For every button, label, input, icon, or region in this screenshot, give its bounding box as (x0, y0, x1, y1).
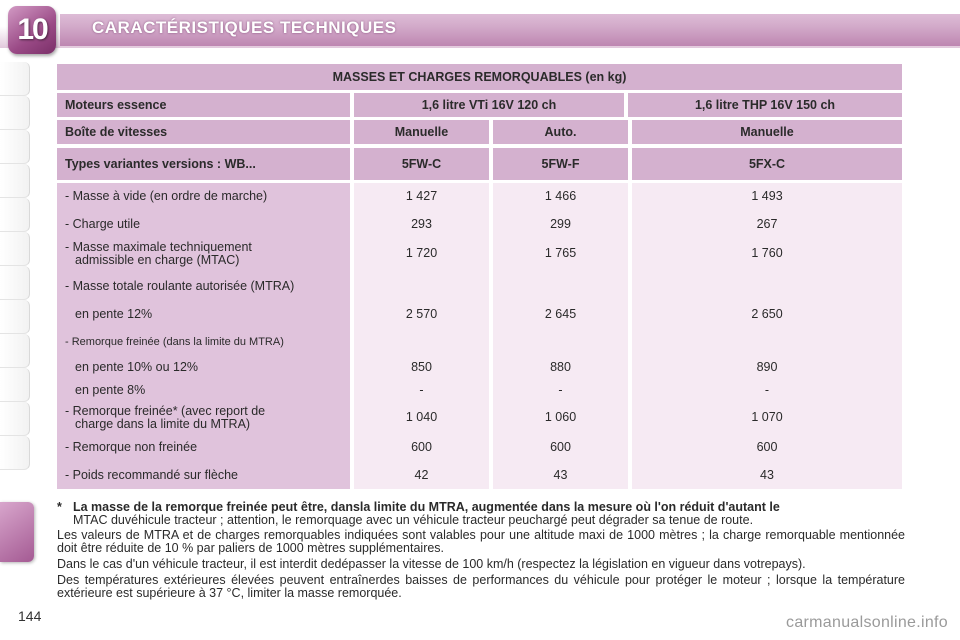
row-labels-column (57, 183, 350, 489)
row-label: en pente 12% (75, 307, 153, 321)
table-cell: 880 (550, 360, 571, 374)
row-label: - Remorque freinée* (avec report de (65, 404, 266, 418)
chapter-tab[interactable] (0, 164, 30, 198)
chapter-tab[interactable] (0, 368, 30, 402)
table-cell: 850 (411, 360, 432, 374)
values-column-2 (493, 183, 628, 489)
row-label: - Poids recommandé sur flèche (65, 468, 238, 482)
types-row (57, 148, 902, 180)
table-cell: - (764, 383, 770, 397)
watermark: carmanualsonline.info (786, 614, 948, 631)
type-3: 5FX-C (632, 148, 902, 180)
chapter-tab[interactable] (0, 300, 30, 334)
chapter-tab-active[interactable] (0, 502, 34, 562)
paragraph-temperature: Des températures extérieures élevées peuvent entraînerdes baisses de performances du véhicule pour protéger le moteur ; lorsque la température extérieure est supérieure à 37 °C, limiter la masse remorquée. (57, 573, 905, 600)
table-cell: 293 (411, 217, 432, 231)
chapter-tab[interactable] (0, 198, 30, 232)
row-label: - Remorque freinée (dans la limite du MTRA) (65, 336, 284, 348)
table-cell: 1 427 (405, 189, 438, 203)
types-label: Types variantes versions : WB... (57, 148, 350, 180)
table-cell: 1 493 (751, 189, 783, 203)
type-1: 5FW-C (354, 148, 489, 180)
paragraph-speed: Dans le cas d'un véhicule tracteur, il est interdit dedépasser la vitesse de 100 km/h (respectez la législation en vigueur dans votrepays). (57, 557, 806, 571)
row-label: en pente 8% (75, 383, 146, 397)
chapter-tab[interactable] (0, 266, 30, 300)
gearbox-2: Auto. (493, 120, 628, 144)
chapter-tab[interactable] (0, 402, 30, 436)
type-2: 5FW-F (493, 148, 628, 180)
table-cell: 600 (756, 440, 778, 454)
chapter-tab[interactable] (0, 334, 30, 368)
gearbox-label: Boîte de vitesses (57, 120, 350, 144)
table-cell: 299 (550, 217, 571, 231)
chapter-badge: 10 (8, 6, 56, 54)
row-label: - Masse à vide (en ordre de marche) (65, 189, 268, 203)
page-title: CARACTÉRISTIQUES TECHNIQUES (92, 18, 397, 37)
chapter-tab[interactable] (0, 62, 30, 96)
table-cell: 1 040 (405, 410, 438, 424)
table-cell: 2 650 (751, 307, 783, 321)
chapter-tabs (0, 62, 34, 622)
footnote-marker: * (57, 500, 62, 514)
table-cell: 1 466 (544, 189, 577, 203)
table-cell: 1 070 (751, 410, 783, 424)
row-label: en pente 10% ou 12% (75, 360, 199, 374)
table-cell: 43 (760, 468, 774, 482)
table-cell: 1 720 (405, 246, 438, 260)
table-body (57, 183, 902, 489)
engine-2: 1,6 litre THP 16V 150 ch (628, 93, 902, 117)
notes-section (57, 501, 905, 600)
table-cell: 2 645 (544, 307, 577, 321)
row-label: - Charge utile (65, 217, 141, 231)
table-cell: - (558, 383, 563, 397)
footnote-bold-text: La masse de la remorque freinée peut être, dansla limite du MTRA, augmentée dans la mesure où l'on réduit d'autant le (73, 500, 780, 514)
chapter-tab[interactable] (0, 96, 30, 130)
engine-row (57, 93, 902, 117)
row-label: charge dans la limite du MTRA) (75, 417, 251, 431)
chapter-tab[interactable] (0, 436, 30, 470)
table-cell: 1 760 (751, 246, 783, 260)
table-cell: 890 (756, 360, 778, 374)
values-column-3 (632, 183, 902, 489)
gearbox-row (57, 120, 902, 144)
table-cell: 600 (550, 440, 571, 454)
table-cell: 600 (411, 440, 432, 454)
table-cell: 2 570 (405, 307, 438, 321)
gearbox-3: Manuelle (632, 120, 902, 144)
values-column-1 (354, 183, 489, 489)
engine-label: Moteurs essence (57, 93, 350, 117)
table-cell: 1 060 (544, 410, 577, 424)
page-number: 144 (18, 608, 42, 624)
table-cell: 42 (414, 468, 429, 482)
table-title: MASSES ET CHARGES REMORQUABLES (en kg) (57, 64, 902, 90)
row-label: - Masse totale roulante autorisée (MTRA) (65, 279, 295, 293)
table-cell: - (419, 383, 424, 397)
paragraph-altitude: Les valeurs de MTRA et de charges remorquables indiquées sont valables pour une altitude maxi de 1000 mètres ; la charge remorquable mentionnée doit être réduite de 10 % par paliers de 1000 mètres supplémentaires. (57, 528, 905, 555)
footnote-continuation: MTAC duvéhicule tracteur ; attention, le remorquage avec un véhicule tracteur peuchargé peut dégrader sa tenue de route. (73, 513, 754, 527)
row-label: - Remorque non freinée (65, 440, 198, 454)
row-label: - Masse maximale techniquement (65, 240, 252, 254)
chapter-tab[interactable] (0, 130, 30, 164)
chapter-tab[interactable] (0, 232, 30, 266)
table-cell: 267 (756, 217, 778, 231)
engine-1: 1,6 litre VTi 16V 120 ch (354, 93, 624, 117)
row-label: admissible en charge (MTAC) (75, 253, 240, 267)
table-cell: 43 (553, 468, 568, 482)
table-cell: 1 765 (544, 246, 577, 260)
table-title-row (57, 64, 902, 90)
gearbox-1: Manuelle (354, 120, 489, 144)
